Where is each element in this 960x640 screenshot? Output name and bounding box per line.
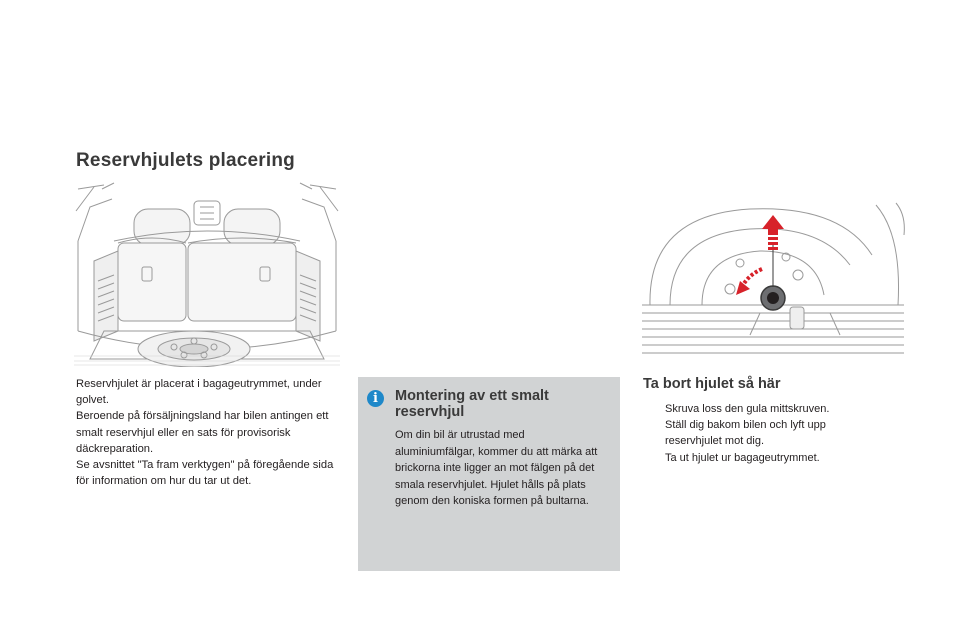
- list-item: [643, 401, 879, 417]
- paragraph-reference: Se avsnittet "Ta fram verktygen" på föregående sida för information om hur du tar ut det.: [76, 459, 334, 488]
- step-text: Ställ dig bakom bilen och lyft upp reservhjulet mot dig.: [665, 419, 826, 448]
- list-item: [643, 450, 879, 466]
- left-column-text: [76, 376, 344, 489]
- step-text: Skruva loss den gula mittskruven.: [665, 403, 830, 415]
- spare-wheel-removal-illustration: [640, 195, 906, 367]
- removal-steps: [643, 401, 879, 466]
- paragraph-variants: Beroende på försäljningsland har bilen antingen ett smalt reservhjul eller en sats för provisorisk däckreparation.: [76, 410, 329, 455]
- paragraph-location: Reservhjulet är placerat i bagageutrymmet, under golvet.: [76, 378, 322, 407]
- info-box-title: Montering av ett smalt reservhjul: [395, 388, 549, 420]
- page-title: Reservhjulets placering: [76, 150, 295, 171]
- info-box: [358, 377, 620, 571]
- step-text: Ta ut hjulet ur bagageutrymmet.: [665, 451, 820, 464]
- list-item: [643, 417, 879, 449]
- info-box-body: Om din bil är utrustad med aluminiumfälgar, kommer du att märka att brickorna inte ligger an mot fälgen på det smala reservhjulet. Hjulet hålls på plats genom den koniska formen på bultarna.: [395, 429, 598, 508]
- trunk-spare-wheel-illustration: [74, 181, 340, 367]
- removal-heading: Ta bort hjulet så här: [643, 376, 781, 392]
- info-icon: i: [367, 390, 384, 407]
